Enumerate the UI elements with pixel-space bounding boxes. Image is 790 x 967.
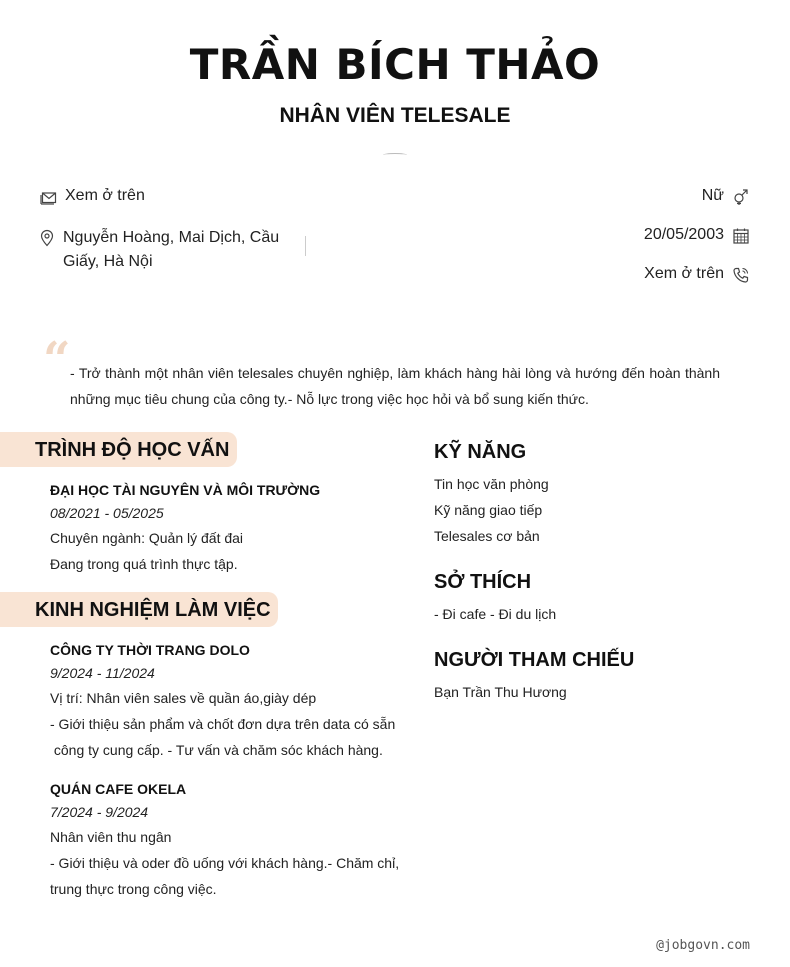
mail-icon xyxy=(40,188,58,206)
calendar-icon xyxy=(732,227,750,245)
contact-email xyxy=(40,187,145,206)
school-name: ĐẠI HỌC TÀI NGUYÊN VÀ MÔI TRƯỜNG xyxy=(50,482,321,498)
hobbies-section-title: SỞ THÍCH xyxy=(434,571,532,593)
job-line: Vị trí: Nhân viên sales về quần áo,giày dép xyxy=(50,690,317,706)
experience-entry xyxy=(50,638,410,763)
contact-phone xyxy=(644,265,750,284)
skill-item: Tin học văn phòng xyxy=(434,476,549,492)
hobbies-text: - Đi cafe - Đi du lịch xyxy=(434,606,557,622)
experience-section-title: KINH NGHIỆM LÀM VIỆC xyxy=(0,592,278,627)
company-name: CÔNG TY THỜI TRANG DOLO xyxy=(50,642,250,658)
gender-icon xyxy=(732,188,750,206)
job-title: NHÂN VIÊN TELESALE xyxy=(279,104,511,127)
skills-section xyxy=(434,437,754,549)
birthday-value: 20/05/2003 xyxy=(643,226,724,243)
job-line: trung thực trong công việc. xyxy=(50,881,217,897)
phone-value: Xem ở trên xyxy=(644,265,724,282)
address-line-2: Giấy, Hà Nội xyxy=(63,253,153,270)
location-pin-icon xyxy=(38,229,56,247)
watermark: @jobgovn.com xyxy=(656,938,750,953)
address-line-1: Nguyễn Hoàng, Mai Dịch, Cầu xyxy=(63,229,280,246)
contact-separator xyxy=(305,236,306,256)
education-line: Chuyên ngành: Quản lý đất đai xyxy=(50,530,244,546)
job-period: 7/2024 - 9/2024 xyxy=(50,804,149,820)
hobbies-section xyxy=(434,567,754,627)
job-line: - Giới thiệu sản phẩm và chốt đơn dựa trên data có sẵn xyxy=(50,716,396,732)
contact-gender xyxy=(702,187,750,206)
skill-item: Kỹ năng giao tiếp xyxy=(434,502,543,518)
contact-birthday xyxy=(644,226,750,245)
education-section-title: TRÌNH ĐỘ HỌC VẤN xyxy=(0,432,237,467)
contact-address xyxy=(38,226,298,274)
career-objective: - Trở thành một nhân viên telesales chuyên nghiệp, làm khách hàng hài lòng và hướng đến hoàn thành những mục tiêu chung của công ty.- Nỗ lực trong việc học hỏi và bổ sung kiến thức. xyxy=(70,365,720,407)
email-value: Xem ở trên xyxy=(65,187,145,204)
education-period: 08/2021 - 05/2025 xyxy=(50,505,164,521)
experience-entry xyxy=(50,777,410,902)
header-divider xyxy=(383,153,407,157)
job-line: công ty cung cấp. - Tư vấn và chăm sóc khách hàng. xyxy=(50,742,383,758)
gender-value: Nữ xyxy=(701,187,724,204)
skills-section-title: KỸ NĂNG xyxy=(434,441,527,463)
phone-icon xyxy=(732,266,750,284)
job-line: - Giới thiệu và oder đồ uống với khách hàng.- Chăm chỉ, xyxy=(50,855,400,871)
candidate-name: TRẦN BÍCH THẢO xyxy=(189,40,601,89)
job-period: 9/2024 - 11/2024 xyxy=(50,665,155,681)
references-section xyxy=(434,645,754,705)
company-name: QUÁN CAFE OKELA xyxy=(50,781,187,797)
quote-icon: “ xyxy=(43,332,71,388)
reference-text: Bạn Trần Thu Hương xyxy=(434,684,567,700)
education-line: Đang trong quá trình thực tập. xyxy=(50,556,238,572)
job-line: Nhân viên thu ngân xyxy=(50,829,172,845)
skill-item: Telesales cơ bản xyxy=(434,528,540,544)
education-entry xyxy=(50,478,410,577)
references-section-title: NGƯỜI THAM CHIẾU xyxy=(434,649,635,671)
